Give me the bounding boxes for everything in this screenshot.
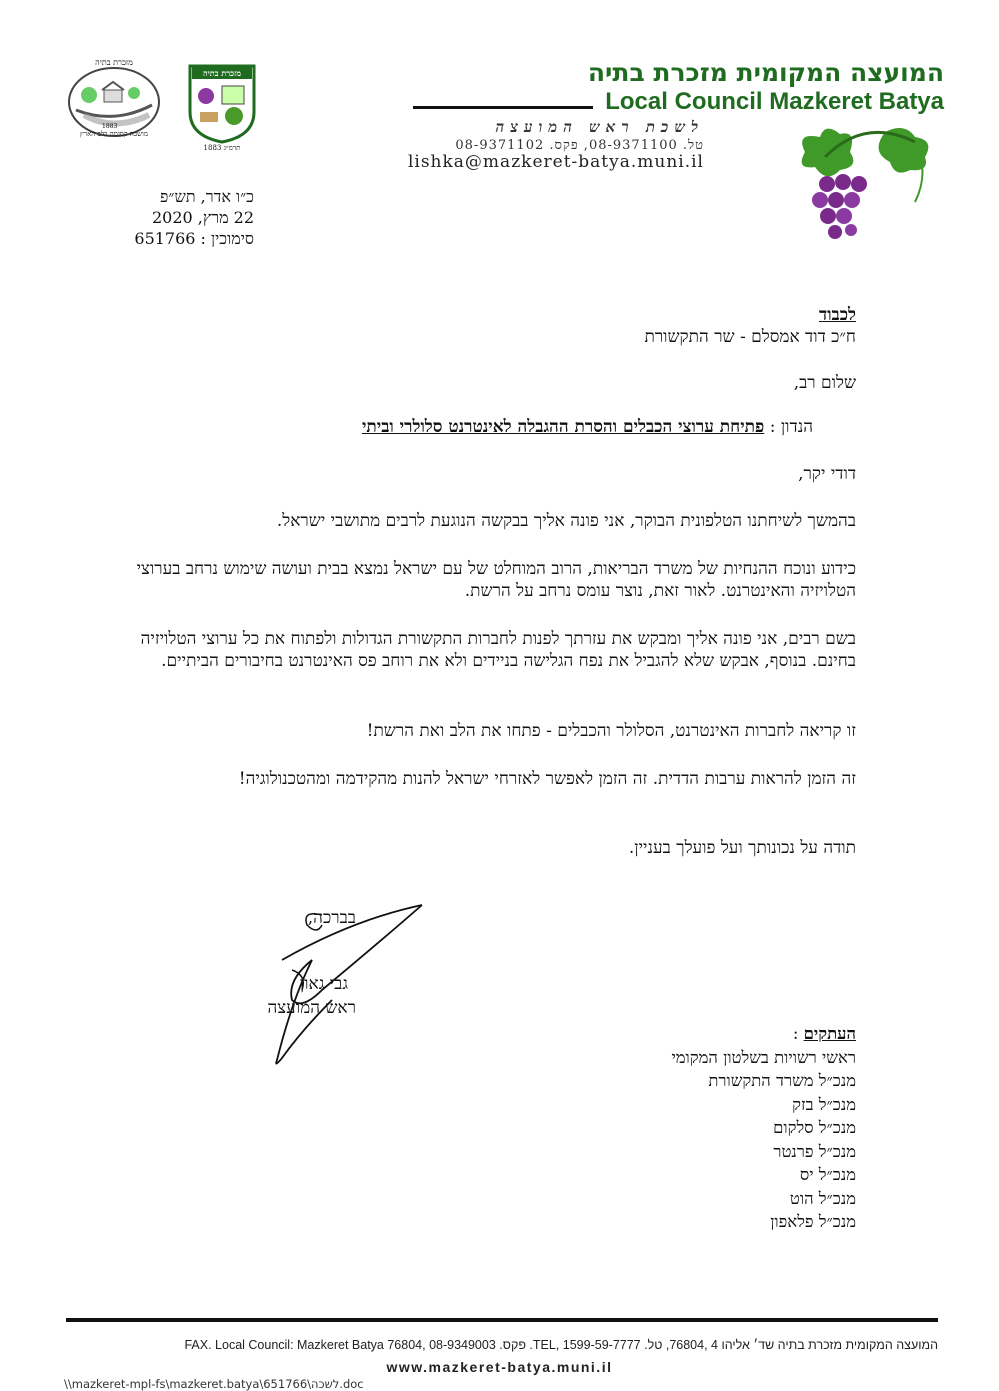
paragraph-3: בשם רבים, אני פונה אליך ומבקש את עזרתך לפנות לחברות התקשורת הגדולות ולפתוח את כל ערוצי הטלויזיה בחינם. בנוסף, אבקש שלא להגביל את נפח הגלישה בניידים ולא את רוחב פס האינטרנט בחיבורים הביתיים. [140, 629, 856, 671]
subject-text: פתיחת ערוצי הכבלים והסרת ההגבלה לאינטרנט סלולרי וביתי [361, 417, 765, 437]
office-email[interactable]: lishka@mazkeret-batya.muni.il [407, 152, 704, 172]
cc-item: מנכ״ל בזק [792, 1094, 856, 1114]
paragraph-1: בהמשך לשיחתנו הטלפונית הבוקר, אני פונה אליך בבקשה הנוגעת לרבים מתושבי ישראל. [276, 511, 856, 531]
paragraph-6: תודה על נכונותך ועל פועלך בעניין. [628, 838, 856, 858]
cc-item: מנכ״ל פלאפון [770, 1212, 856, 1231]
footer-website[interactable]: www.mazkeret-batya.muni.il [386, 1359, 613, 1375]
left-logo-year: 1883 [102, 123, 118, 130]
subject-line [53, 416, 813, 438]
right-logo [186, 62, 258, 154]
cc-item: מנכ״ל פרנטר [773, 1141, 856, 1161]
date-block [134, 186, 254, 249]
cc-item: ראשי רשויות בשלטון המקומי [671, 1047, 856, 1067]
office-title: לשכת ראש המועצה [495, 118, 704, 136]
left-logo [64, 60, 164, 140]
cc-item: מנכ״ל יס [799, 1165, 856, 1184]
cc-item: מנכ״ל סלקום [773, 1118, 856, 1137]
grape-vine-icon [765, 112, 945, 260]
paragraph-2: כידוע ונוכח ההנחיות של משרד הבריאות, הרוב המוחלט של עם ישראל נמצא בבית ועושה שימוש נרחב בערוצי הטלויזיה והאינטרנט. לאור זאת, נוצר עומס נרחב על הרשת. [136, 559, 856, 601]
salutation: דודי יקר, [798, 464, 856, 484]
cc-item: מנכ״ל הוט [789, 1188, 856, 1208]
cc-header [671, 1022, 856, 1046]
to-label: לכבוד [819, 305, 856, 325]
footer-rule [66, 1318, 938, 1322]
reference-number: סימוכין : 651766 [134, 229, 254, 248]
signer-title: ראש המועצה [267, 998, 356, 1018]
office-phones: טל. 08-9371100, פקס. 08-9371102 [455, 138, 704, 153]
file-path: \\mazkeret-mpl-fs\mazkeret.batya\651766\לשכה.doc [64, 1377, 364, 1391]
recipient-name: ח״כ דוד אמסלם - שר התקשורת [644, 327, 856, 347]
council-name-hebrew: המועצה המקומית מזכרת בתיה [587, 58, 944, 87]
signer-name: גבי גאון [299, 974, 348, 994]
paragraph-4: זו קריאה לחברות האינטרנט, הסלולר והכבלים - פתחו את הלב ואת הרשת! [366, 721, 856, 741]
cc-label: העתקים [803, 1024, 856, 1043]
council-name-english: Local Council Mazkeret Batya [605, 88, 944, 115]
cc-list [671, 1022, 856, 1234]
right-logo-years: תרמ״ג 1883 [203, 144, 241, 152]
date-hebrew: כ״ו אדר, תש״פ [160, 187, 254, 206]
paragraph-5: זה הזמן להראות ערבות הדדית. זה הזמן לאפשר לאזרחי ישראל להנות מהקידמה ומהטכנולוגיה! [238, 769, 856, 789]
right-logo-title: מזכרת בתיה [203, 68, 241, 78]
greeting: שלום רב, [793, 373, 856, 393]
header-rule [413, 106, 593, 109]
footer-address: המועצה המקומית מזכרת בתיה שד׳ אליהו 4 ,76804, טל. 1599-59-7777 ,TEL. פקס. 08-9349003 ,FAX. Local Council: Mazkeret Batya 76804 [184, 1338, 938, 1352]
cc-colon: : [792, 1024, 799, 1043]
handwritten-signature [262, 900, 442, 1070]
closing: בברכה, [307, 908, 356, 928]
cc-item: מנכ״ל משרד התקשורת [708, 1071, 856, 1090]
left-logo-title: מזכרת בתיה [95, 58, 133, 67]
subject-label: הנדון : [769, 417, 813, 437]
date-gregorian: 22 מרץ, 2020 [151, 208, 254, 227]
left-logo-subtitle: מושבה קסומה בלב הארץ [79, 130, 148, 138]
